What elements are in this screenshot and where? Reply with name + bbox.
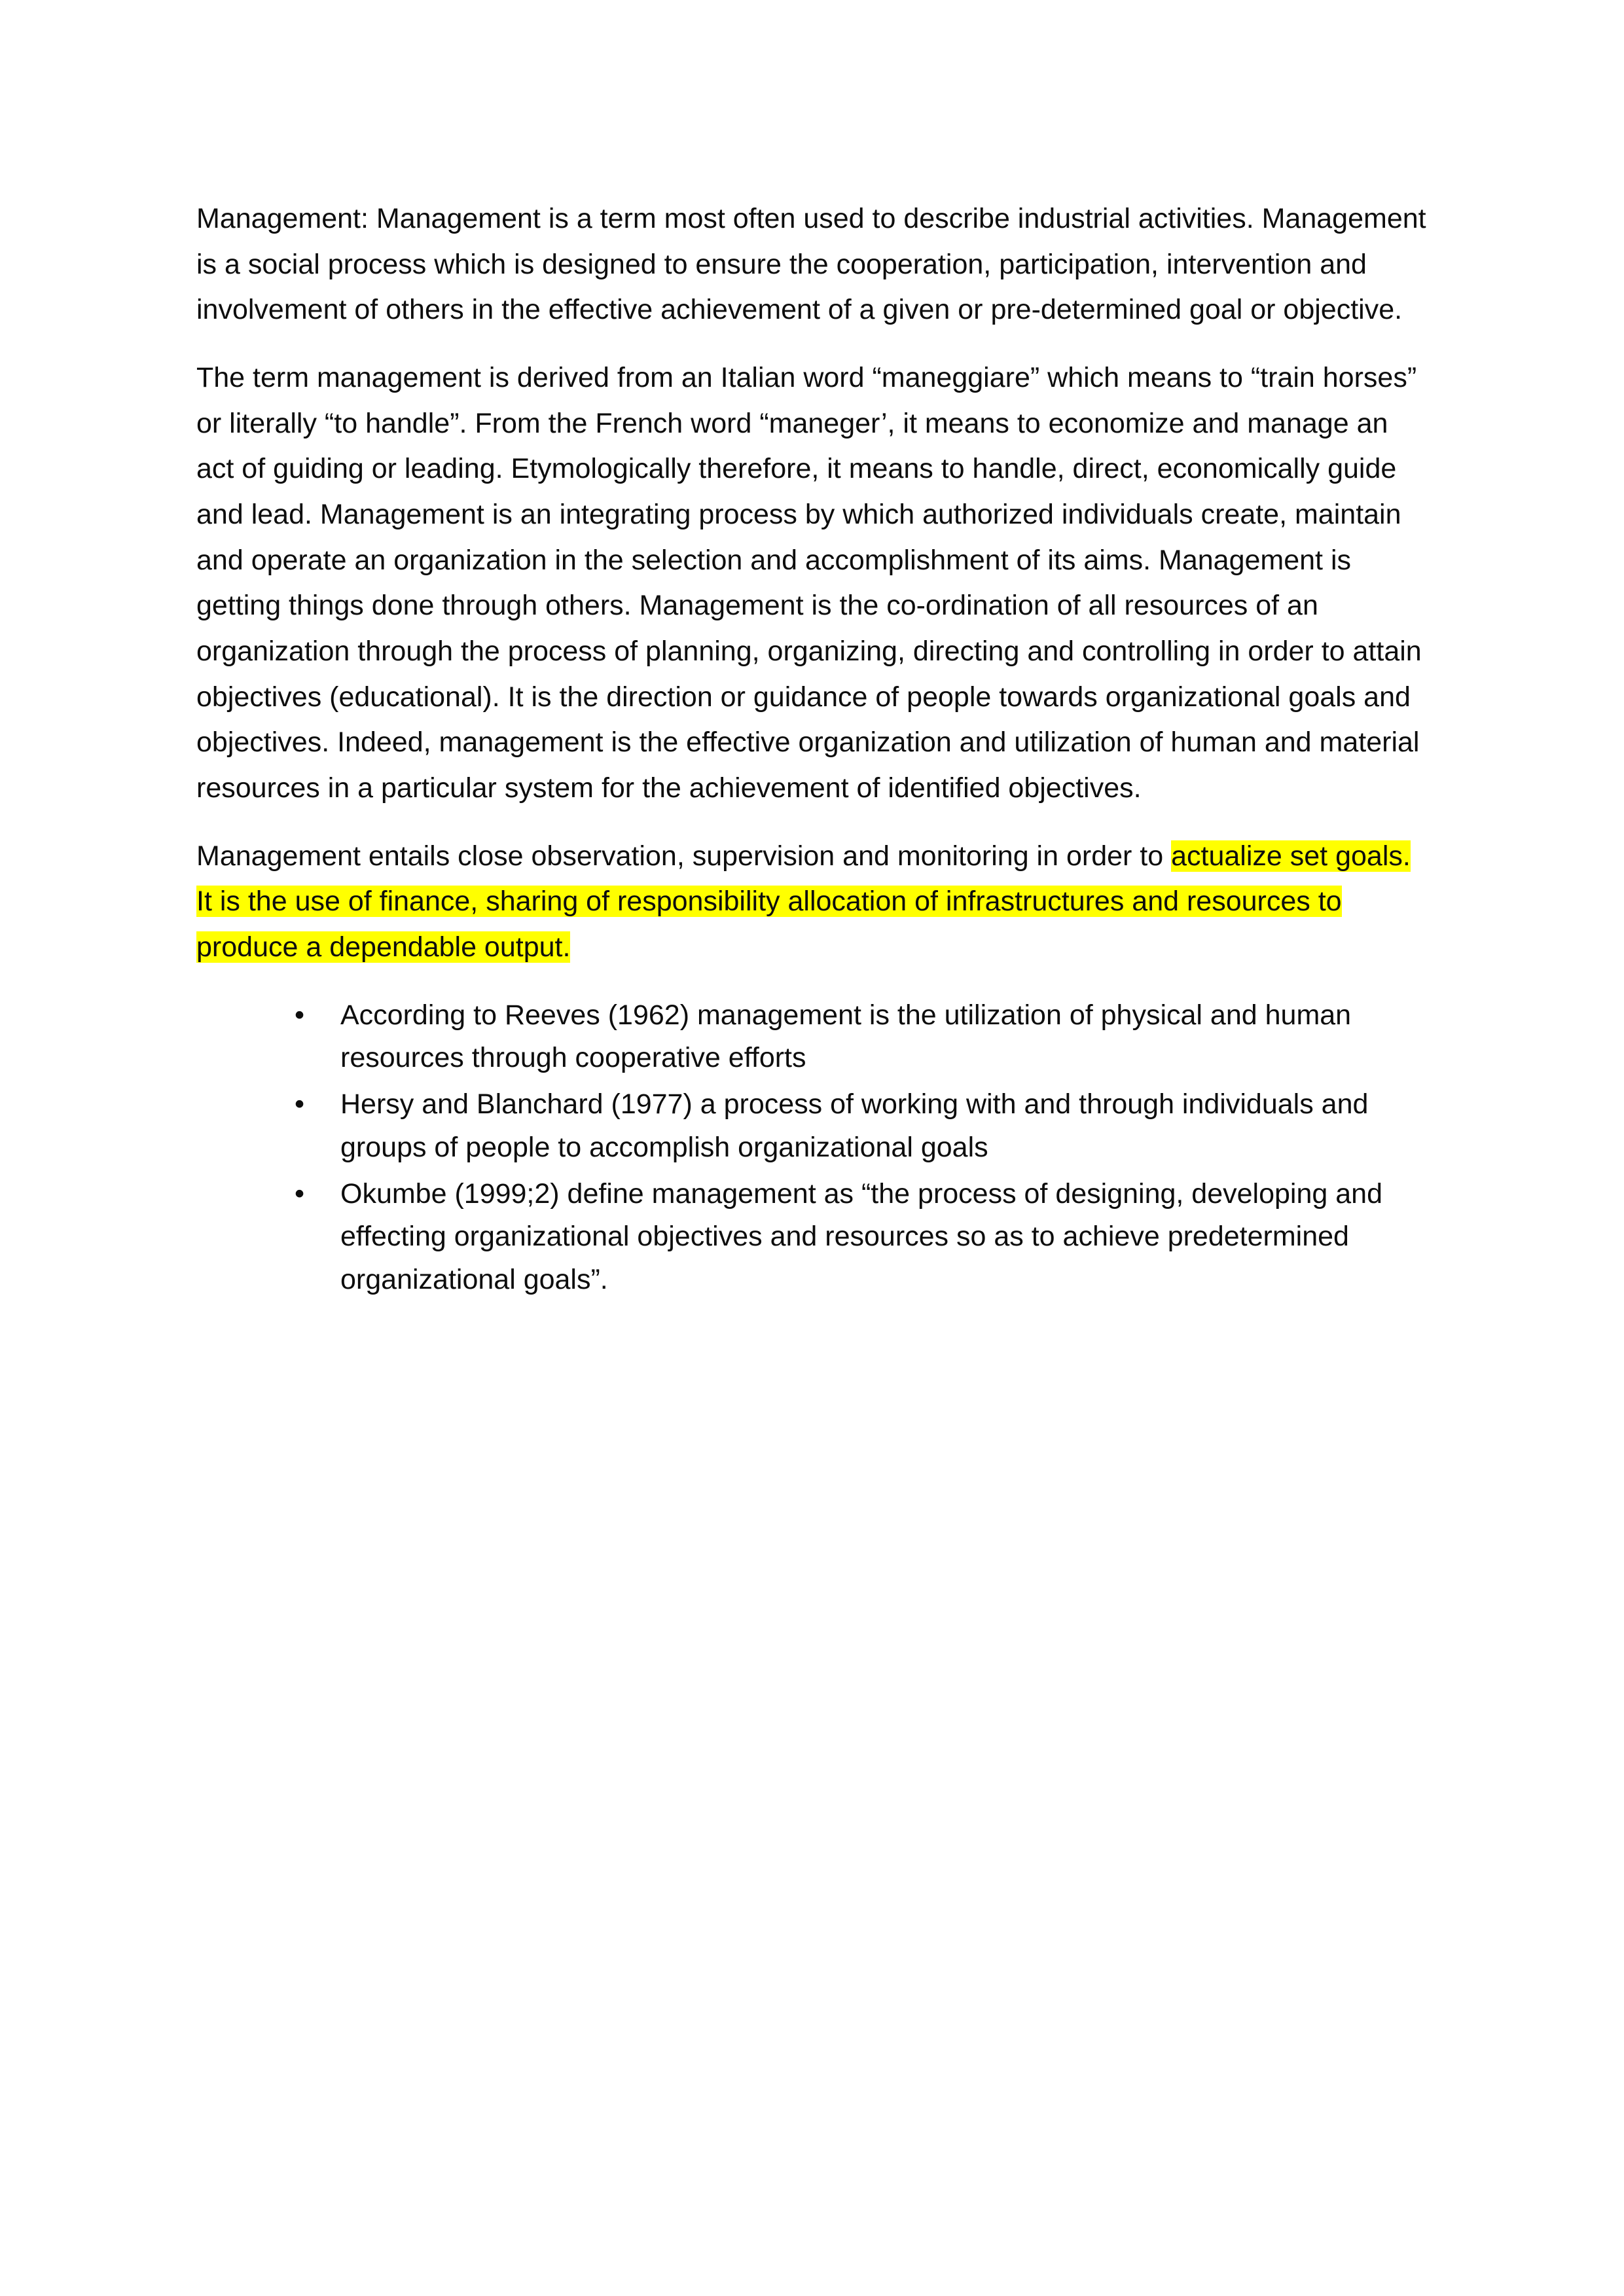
paragraph-highlighted	[196, 834, 1427, 971]
paragraph-highlighted-lead: Management entails close observation, supervision and monitoring in order to	[196, 840, 1172, 872]
list-item-text: Okumbe (1999;2) define management as “the process of designing, developing and effecting organizational objectives and resources so as to achieve predetermined organizational goals”.	[340, 1177, 1383, 1295]
bullet-icon: •	[295, 999, 305, 1031]
list-item	[295, 1173, 1427, 1301]
document-body	[196, 196, 1427, 1301]
paragraph-management-definition: Management: Management is a term most often used to describe industrial activities. Management is a social process which is designed to ensure the cooperation, participation, intervention and involvement of others in the effective achievement of a given or pre-determined goal or objective.	[196, 203, 1426, 326]
bullet-icon: •	[295, 1177, 305, 1210]
list-item	[295, 994, 1427, 1080]
list-item	[295, 1083, 1427, 1169]
highlighted-text: actualize set goals. It is the use of finance, sharing of responsibility allocation of infrastructures and resources to produce a dependable output.	[196, 840, 1411, 963]
list-item-text: Hersy and Blanchard (1977) a process of working with and through individuals and groups of people to accomplish organizational goals	[340, 1088, 1369, 1163]
paragraph-etymology: The term management is derived from an Italian word “maneggiare” which means to “train horses” or literally “to handle”. From the French word “maneger’, it means to economize and manage an act of guiding or leading. Etymologically therefore, it means to handle, direct, economically guide and lead. Management is an integrating process by which authorized individuals create, maintain and operate an organization in the selection and accomplishment of its aims. Management is getting things done through others. Management is the co-ordination of all resources of an organization through the process of planning, organizing, directing and controlling in order to attain objectives (educational). It is the direction or guidance of people towards organizational goals and objectives. Indeed, management is the effective organization and utilization of human and material resources in a particular system for the achievement of identified objectives.	[196, 361, 1422, 804]
bullet-icon: •	[295, 1088, 305, 1121]
definitions-bullet-list	[196, 994, 1427, 1302]
list-item-text: According to Reeves (1962) management is the utilization of physical and human resources through cooperative efforts	[340, 999, 1352, 1073]
